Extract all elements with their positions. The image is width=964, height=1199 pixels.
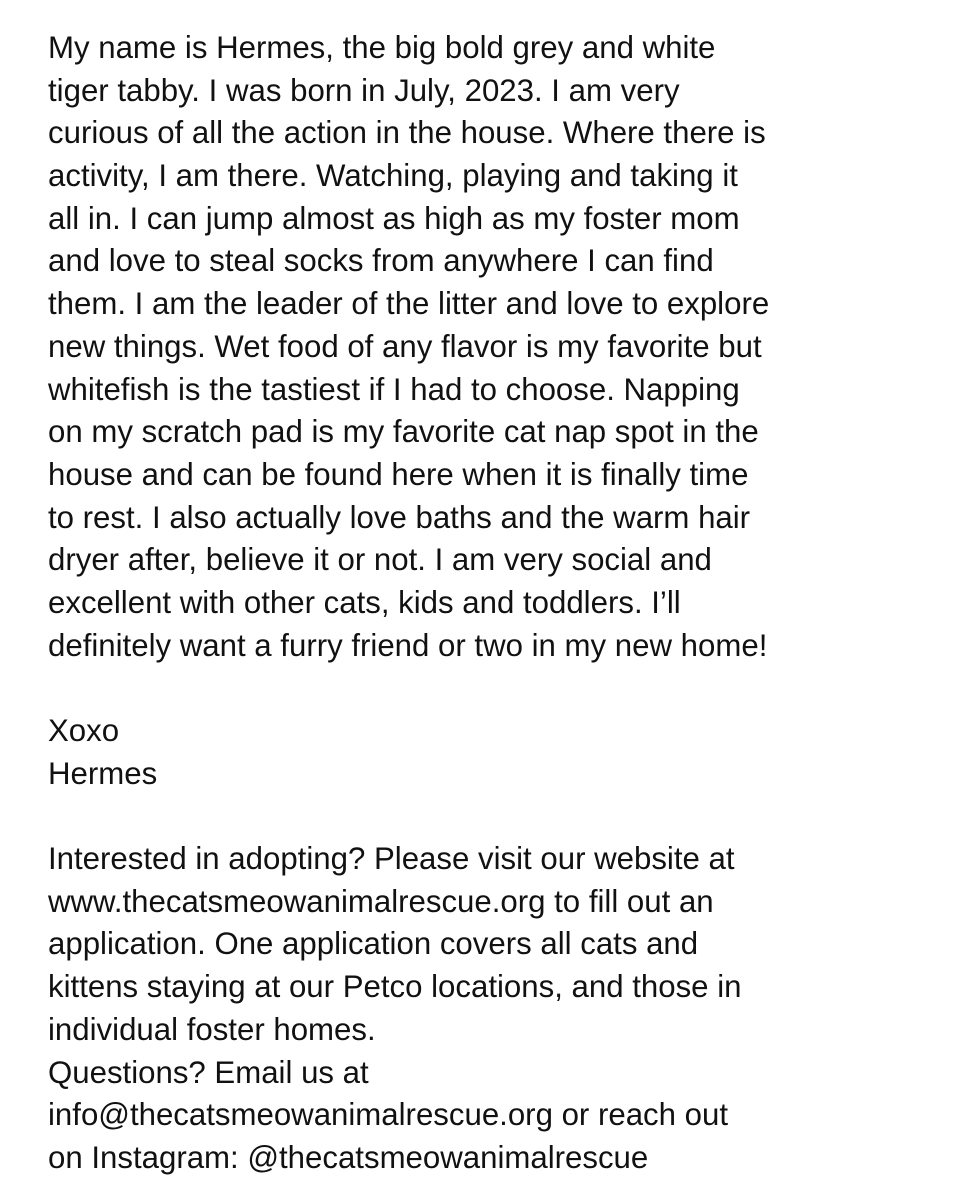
adoption-line: individual foster homes. (48, 1011, 376, 1047)
signoff-name: Hermes (48, 755, 158, 791)
contact-line: on Instagram: @thecatsmeowanimalrescue (48, 1139, 649, 1175)
bio-line: excellent with other cats, kids and toddlers. I’ll (48, 584, 681, 620)
adoption-line: application. One application covers all cats and (48, 926, 699, 962)
bio-line: new things. Wet food of any flavor is my favorite but (48, 328, 762, 364)
adoption-line: kittens staying at our Petco locations, and those in (48, 969, 742, 1005)
bio-line: definitely want a furry friend or two in my new home! (48, 627, 768, 663)
cat-profile-text (48, 27, 928, 1180)
bio-line: house and can be found here when it is finally time (48, 456, 749, 492)
bio-line: whitefish is the tastiest if I had to choose. Napping (48, 371, 740, 407)
bio-line: activity, I am there. Watching, playing and taking it (48, 158, 738, 194)
adoption-line: www.thecatsmeowanimalrescue.org to fill out an (48, 883, 714, 919)
bio-line: My name is Hermes, the big bold grey and white (48, 30, 716, 65)
contact-paragraph (48, 1052, 928, 1180)
bio-line: and love to steal socks from anywhere I can find (48, 243, 714, 279)
bio-line: curious of all the action in the house. Where there is (48, 115, 766, 151)
paragraph-spacer (48, 795, 928, 838)
bio-line: on my scratch pad is my favorite cat nap spot in the (48, 414, 759, 450)
signoff (48, 710, 928, 795)
contact-line: info@thecatsmeowanimalrescue.org or reach out (48, 1097, 729, 1133)
bio-line: them. I am the leader of the litter and love to explore (48, 286, 770, 322)
paragraph-spacer (48, 667, 928, 710)
bio-line: dryer after, believe it or not. I am very social and (48, 542, 712, 578)
bio-line: all in. I can jump almost as high as my foster mom (48, 200, 740, 236)
contact-line: Questions? Email us at (48, 1054, 369, 1090)
bio-line: to rest. I also actually love baths and the warm hair (48, 499, 751, 535)
adoption-paragraph (48, 838, 928, 1051)
bio-paragraph (48, 27, 928, 667)
adoption-line: Interested in adopting? Please visit our website at (48, 841, 735, 877)
signoff-greeting: Xoxo (48, 713, 120, 748)
bio-line: tiger tabby. I was born in July, 2023. I am very (48, 72, 680, 108)
